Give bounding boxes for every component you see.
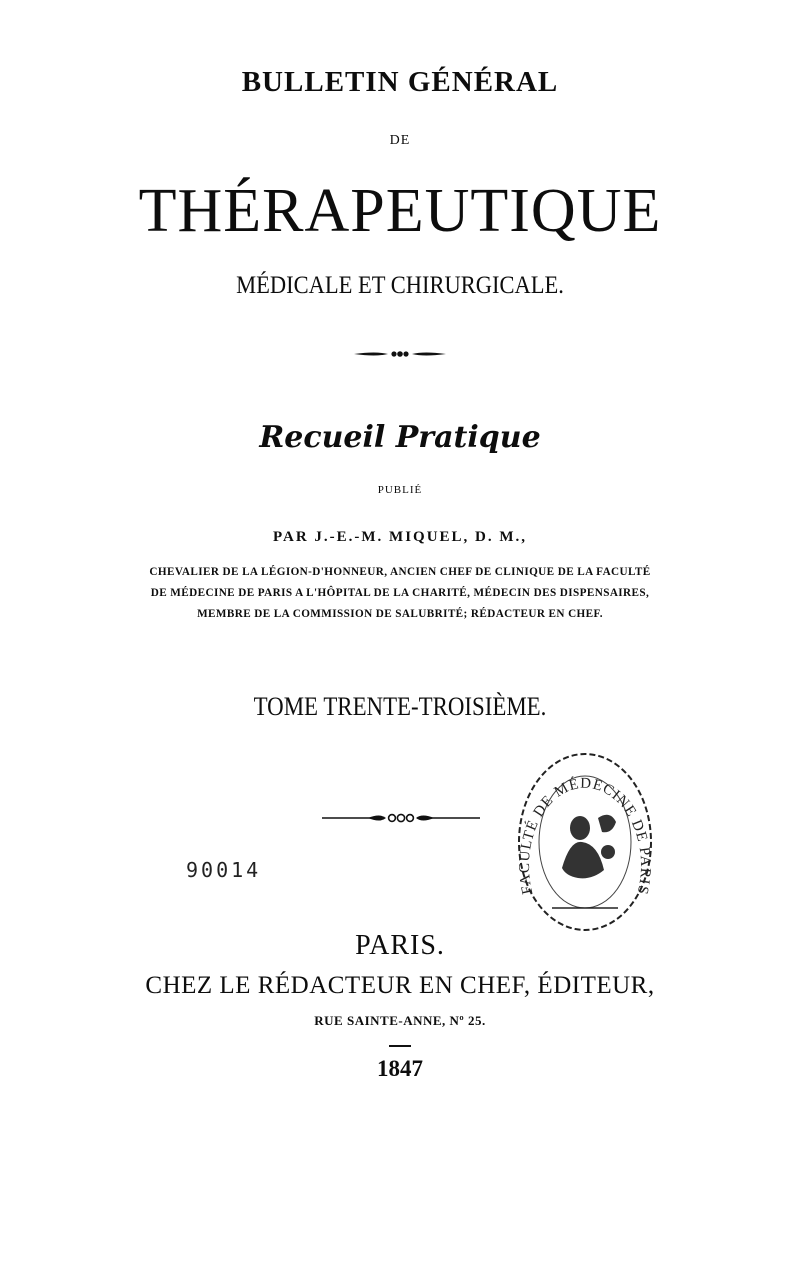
author-titles-line: MEMBRE DE LA COMMISSION DE SALUBRITÉ; RÉDACTEUR EN CHEF. [197, 608, 603, 620]
subtitle: MÉDICALE ET CHIRURGICALE. [236, 272, 564, 299]
city: PARIS. [355, 930, 445, 961]
shelf-number: 90014 [186, 858, 262, 882]
stamp-text: FACULTÉ DE MÉDECINE DE PARIS [516, 775, 654, 897]
library-stamp-icon [512, 748, 658, 936]
author-titles-line: CHEVALIER DE LA LÉGION-D'HONNEUR, ANCIEN CHEF DE CLINIQUE DE LA FACULTÉ [149, 566, 651, 578]
short-rule [389, 1045, 411, 1047]
address-line: RUE SAINTE-ANNE, Nº 25. [314, 1013, 486, 1028]
collection-title: Recueil Pratique [259, 420, 541, 455]
author-line: PAR J.-E.-M. MIQUEL, D. M., [272, 529, 528, 545]
title-line-2: DE [389, 133, 411, 148]
volume-label: TOME TRENTE-TROISIÈME. [253, 692, 547, 721]
ornament-divider-icon [352, 347, 448, 361]
publisher-line: CHEZ LE RÉDACTEUR EN CHEF, ÉDITEUR, [145, 972, 655, 999]
published-label: PUBLIÉ [377, 484, 423, 496]
main-title: THÉRAPEUTIQUE [138, 177, 662, 245]
publication-year: 1847 [377, 1056, 423, 1081]
author-titles-line: DE MÉDECINE DE PARIS A L'HÔPITAL DE LA CHARITÉ, MÉDECIN DES DISPENSAIRES, [150, 587, 650, 599]
ornament-divider-icon [320, 810, 482, 826]
title-line-1: BULLETIN GÉNÉRAL [241, 66, 559, 98]
